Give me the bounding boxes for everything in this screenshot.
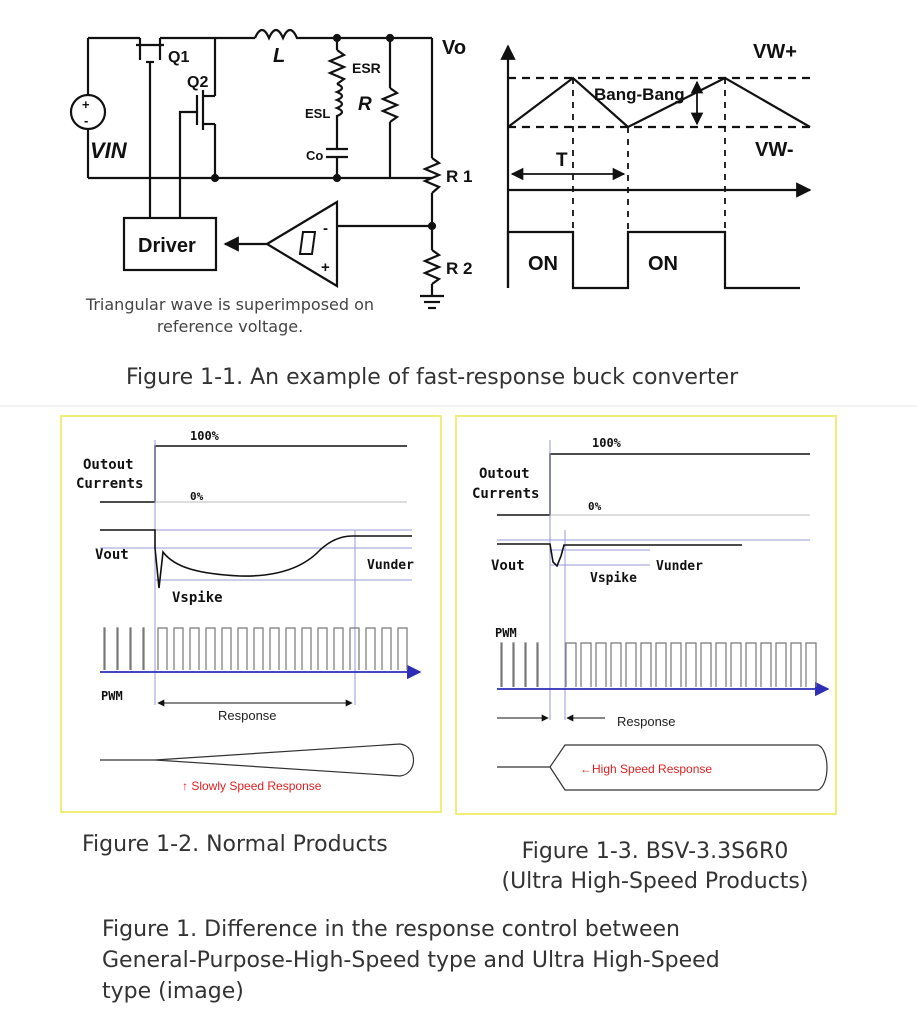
esl-inductor-symbol xyxy=(337,84,342,131)
vunder-fast: Vunder xyxy=(656,559,703,574)
note-line-1: Triangular wave is superimposed on xyxy=(85,295,375,314)
pct100-fast: 100% xyxy=(592,436,621,450)
r-label: R xyxy=(358,94,372,115)
driver-label: Driver xyxy=(138,235,196,257)
currents-line1-normal: Outout xyxy=(83,457,134,473)
vin-label: VIN xyxy=(90,138,127,163)
vw-plus-label: VW+ xyxy=(753,41,797,63)
vo-label: Vo xyxy=(442,37,467,59)
pwm-pulse xyxy=(513,643,514,687)
esr-resistor-symbol xyxy=(330,50,344,84)
period-label: T xyxy=(556,150,568,171)
load-resistor-symbol xyxy=(383,88,397,122)
vout-normal: Vout xyxy=(95,547,129,563)
figure-1-2-caption: Figure 1-2. Normal Products xyxy=(82,832,388,857)
buck-converter-circuit xyxy=(71,30,444,308)
pct0-fast: 0% xyxy=(588,500,602,513)
on-label-1: ON xyxy=(528,253,558,275)
pwm-pulse xyxy=(143,628,144,670)
high-speed-response-note: ←High Speed Response xyxy=(580,762,713,776)
bang-bang-waveform xyxy=(508,46,810,288)
q1-label: Q1 xyxy=(168,49,190,66)
bang-bang-label: Bang-Bang xyxy=(594,85,685,104)
r1-label: R 1 xyxy=(446,167,473,186)
inductor-label: L xyxy=(273,45,286,67)
pct100-normal: 100% xyxy=(190,429,219,443)
pwm-fast: PWM xyxy=(495,626,517,640)
vspike-normal: Vspike xyxy=(172,590,223,606)
esl-label: ESL xyxy=(305,106,331,121)
main-caption-line-1: Figure 1. Difference in the response control between xyxy=(102,917,681,942)
r1-resistor-symbol xyxy=(425,158,439,193)
currents-line2-fast: Currents xyxy=(472,486,540,502)
pwm-pulse xyxy=(537,643,538,687)
ground-symbol xyxy=(420,296,444,308)
response-fast: Response xyxy=(617,714,676,729)
vout-fast: Vout xyxy=(491,558,525,574)
q2-label: Q2 xyxy=(187,74,209,91)
note-line-2: reference voltage. xyxy=(156,317,304,336)
pwm-pulse xyxy=(130,628,131,670)
currents-line1-fast: Outout xyxy=(479,466,530,482)
pct0-normal: 0% xyxy=(190,490,204,503)
slow-response-note: ↑ Slowly Speed Response xyxy=(182,779,322,793)
on-label-2: ON xyxy=(648,253,678,275)
triangular-wave-note xyxy=(60,294,400,338)
figure-1-3-caption-line-2: (Ultra High-Speed Products) xyxy=(501,869,809,894)
figure-1-3-caption-line-1: Figure 1-3. BSV-3.3S6R0 xyxy=(521,839,789,864)
co-label: Co xyxy=(306,148,324,163)
figure-1-main-caption xyxy=(102,914,720,1007)
vunder-normal: Vunder xyxy=(367,558,414,573)
vin-minus-sign: - xyxy=(84,113,89,128)
figure-1-3-caption xyxy=(470,837,840,897)
inductor-symbol xyxy=(255,30,337,38)
pwm-pulse xyxy=(501,643,502,687)
pwm-normal: PWM xyxy=(101,689,123,703)
esr-label: ESR xyxy=(352,60,381,76)
pwm-pulse xyxy=(525,643,526,687)
hysteresis-icon xyxy=(300,232,315,254)
vspike-fast: Vspike xyxy=(590,571,637,586)
main-caption-line-3: type (image) xyxy=(102,979,244,1004)
pwm-pulse xyxy=(117,628,118,670)
response-normal: Response xyxy=(218,708,277,723)
comparator-minus: - xyxy=(323,220,328,237)
figure-1-1-caption: Figure 1-1. An example of fast-response buck converter xyxy=(126,365,739,390)
vin-plus-sign: + xyxy=(82,97,90,112)
r2-resistor-symbol xyxy=(425,250,439,284)
pwm-pulse xyxy=(104,628,105,670)
r2-label: R 2 xyxy=(446,259,473,278)
currents-line2-normal: Currents xyxy=(76,476,144,492)
comparator-plus: + xyxy=(321,259,330,276)
vw-minus-label: VW- xyxy=(755,139,794,161)
main-caption-line-2: General-Purpose-High-Speed type and Ultra High-Speed xyxy=(102,948,720,973)
